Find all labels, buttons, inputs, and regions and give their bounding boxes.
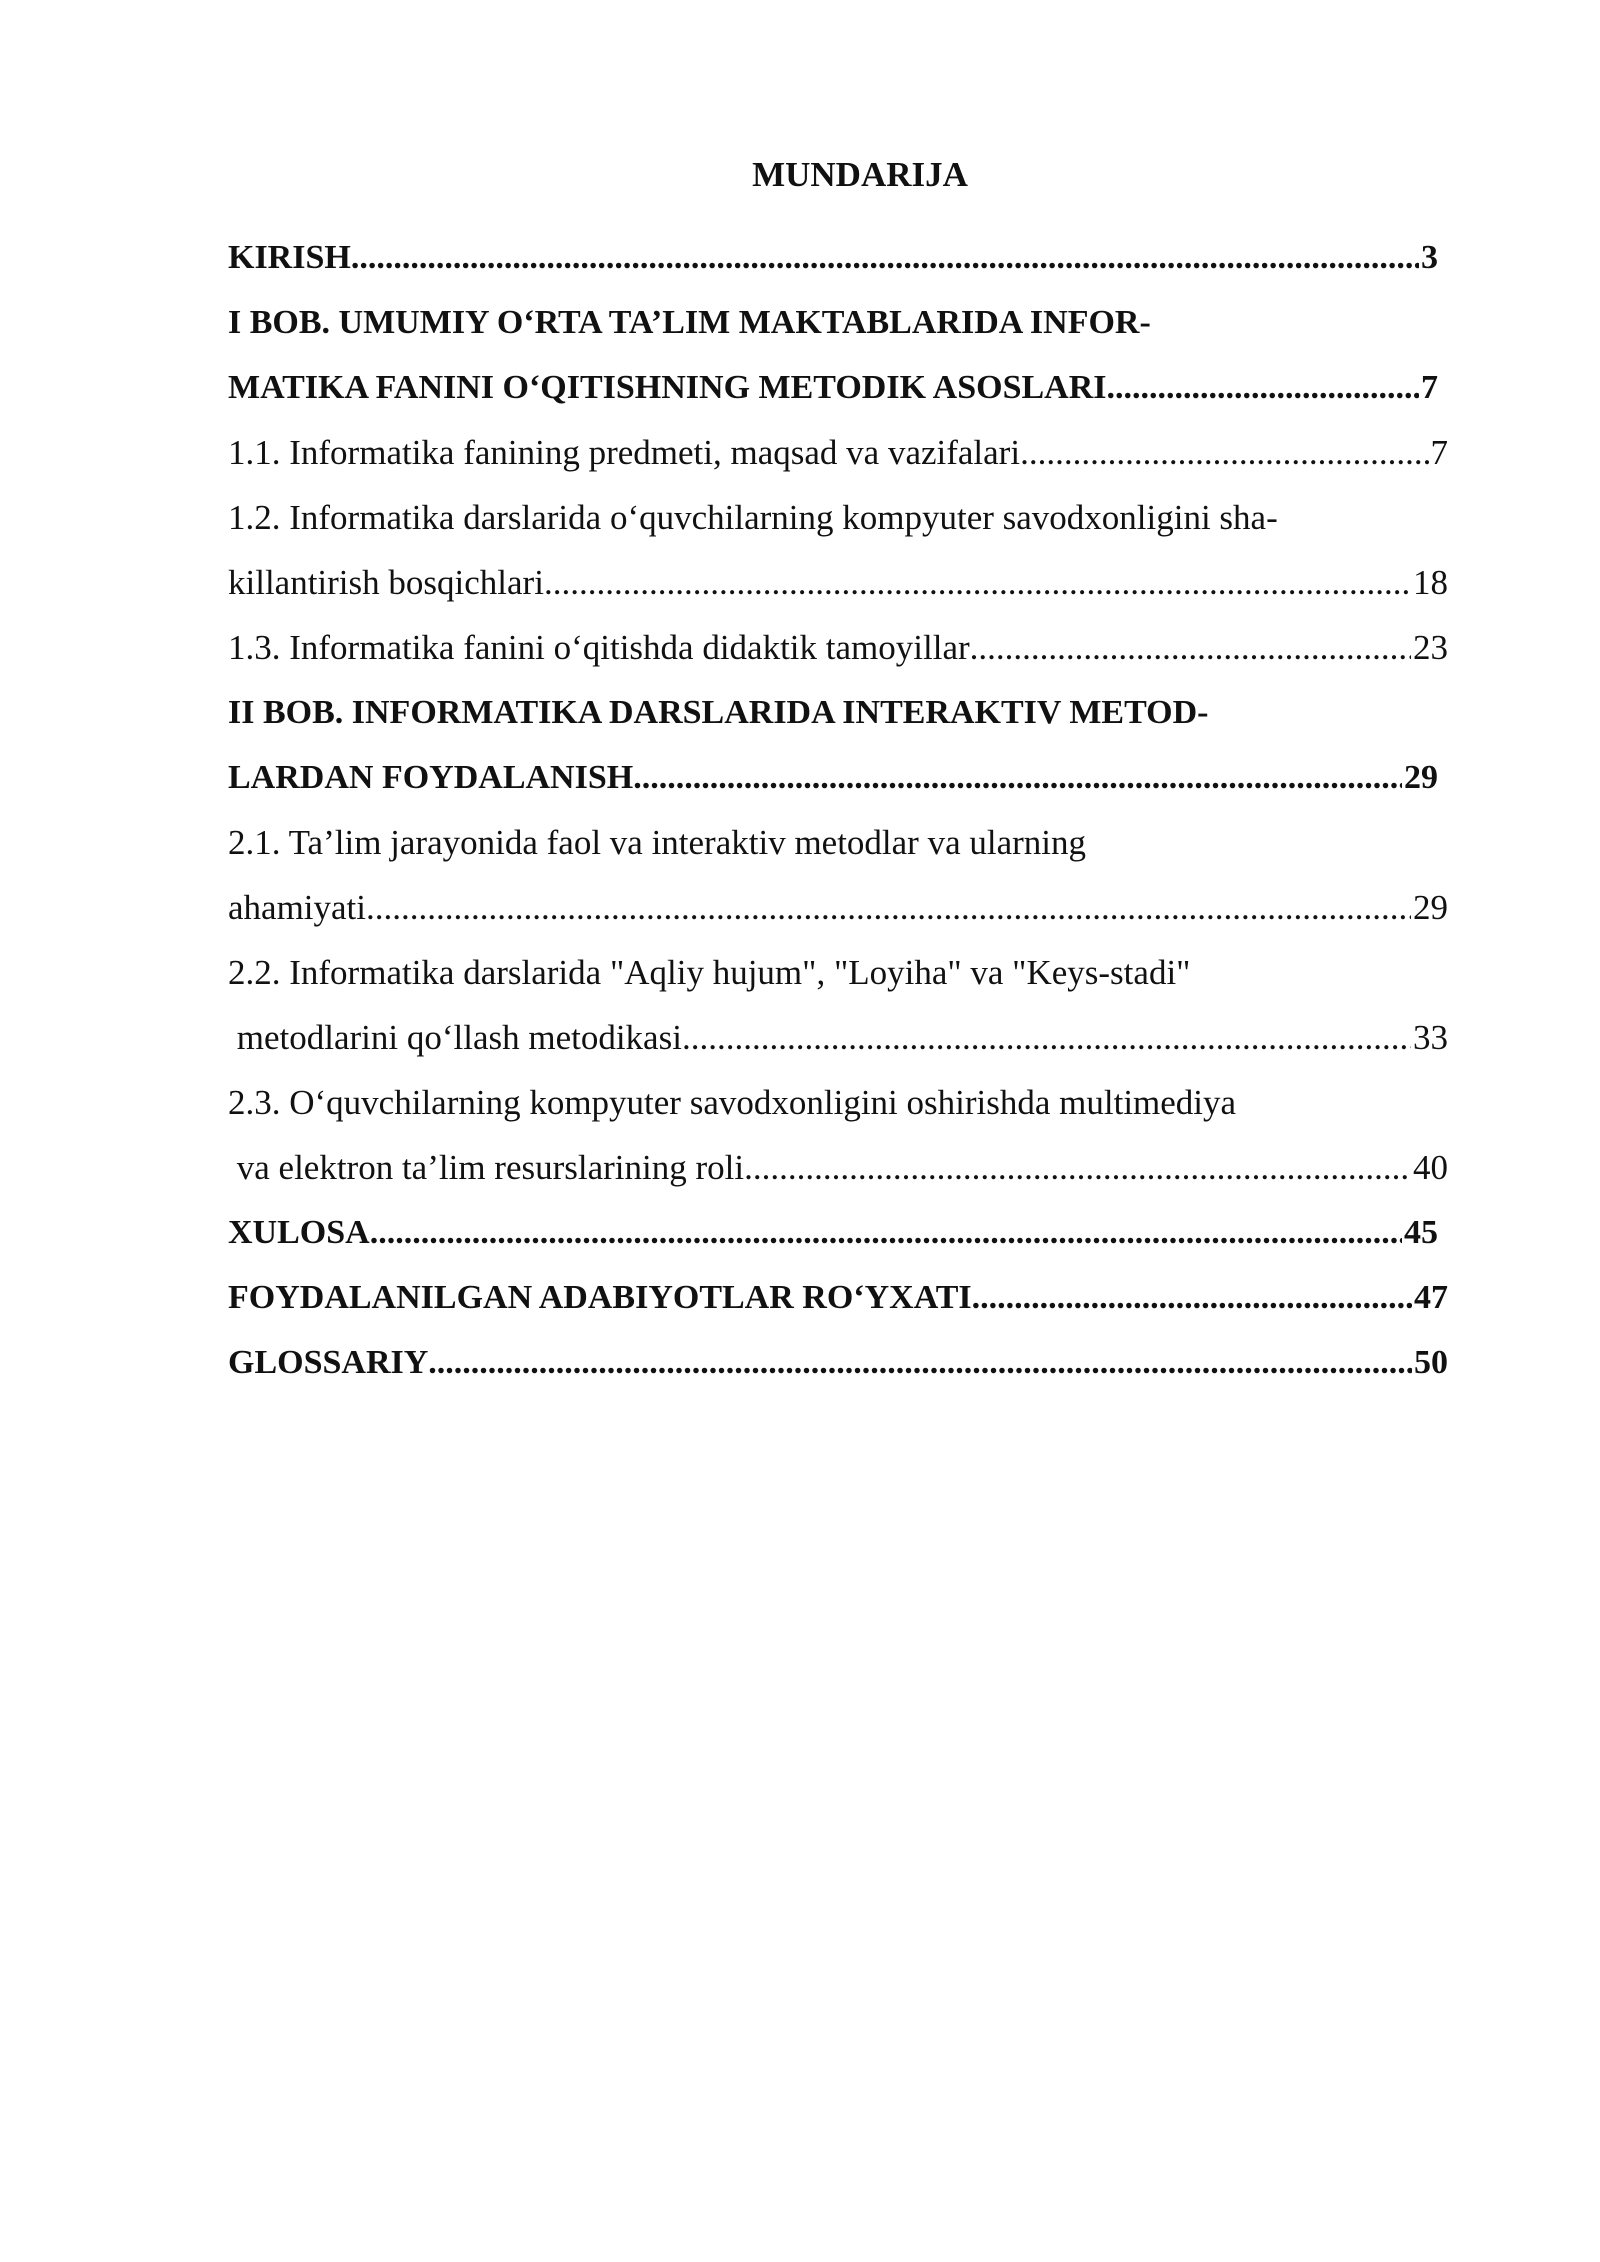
toc-entry-kirish[interactable] [228, 225, 1448, 290]
toc-page-number: 7 [1430, 433, 1448, 472]
toc-entry-2-1[interactable] [228, 810, 1448, 940]
toc-entry-text: 1.1. Informatika fanining predmeti, maqsad va vazifalari [228, 433, 1021, 472]
toc-entry-text: 2.2. Informatika darslarida "Aqliy hujum", "Loyiha" va "Keys-stadi" [228, 953, 1191, 992]
toc-line [228, 420, 1448, 485]
toc-entry-text: I BOB. UMUMIY O‘RTA TA’LIM MAKTABLARIDA INFOR- [228, 304, 1151, 341]
toc-entry-2-3[interactable] [228, 1070, 1448, 1200]
toc-entry-bob2[interactable] [228, 680, 1448, 810]
toc-line [228, 1070, 1448, 1135]
toc-leader [351, 225, 1419, 290]
toc-leader [428, 1330, 1412, 1395]
toc-page-number: 45 [1404, 1214, 1438, 1251]
toc-page-number: 47 [1414, 1279, 1448, 1316]
toc-line [228, 615, 1448, 680]
toc-leader [366, 875, 1411, 940]
toc-entry-text: II BOB. INFORMATIKA DARSLARIDA INTERAKTIV METOD- [228, 694, 1209, 731]
toc-page-number: 40 [1413, 1148, 1448, 1187]
toc-leader [972, 1265, 1412, 1330]
toc-line [228, 1265, 1448, 1330]
toc-entry-text: va elektron ta’lim resurslarining roli [228, 1148, 745, 1187]
toc-leader [1107, 355, 1420, 420]
toc-line [228, 680, 1448, 745]
toc-title: MUNDARIJA [752, 155, 968, 194]
toc-leader [744, 1135, 1411, 1200]
toc-entry-1-3[interactable] [228, 615, 1448, 680]
toc-entry-text: GLOSSARIY [228, 1344, 429, 1381]
toc-page-number: 29 [1404, 759, 1438, 796]
toc-entry-text: KIRISH [228, 239, 351, 276]
toc-leader [682, 1005, 1411, 1070]
toc-entry-text: FOYDALANILGAN ADABIYOTLAR RO‘YXATI [228, 1279, 972, 1316]
toc-entry-text: 2.1. Ta’lim jarayonida faol va interaktiv metodlar va ularning [228, 823, 1087, 862]
toc-page-number: 3 [1421, 239, 1438, 276]
toc-entry-1-2[interactable] [228, 485, 1448, 615]
toc-entry-1-1[interactable] [228, 420, 1448, 485]
toc-entry-text: MATIKA FANINI O‘QITISHNING METODIK ASOSLARI [228, 369, 1107, 406]
toc-page-number: 33 [1413, 1018, 1448, 1057]
toc-line [228, 290, 1448, 355]
toc-line [228, 875, 1448, 940]
toc-leader [970, 615, 1411, 680]
toc-line [228, 225, 1438, 290]
toc-entry-text: 1.2. Informatika darslarida o‘quvchilarning kompyuter savodxonligini sha- [228, 498, 1278, 537]
toc-line [228, 485, 1448, 550]
toc-entry-text: ahamiyati [228, 888, 367, 927]
toc-leader [544, 550, 1411, 615]
toc-line [228, 810, 1448, 875]
toc-entry-text: metodlarini qo‘llash metodikasi [228, 1018, 682, 1057]
toc-leader [633, 745, 1402, 810]
toc-entry-text: 2.3. O‘quvchilarning kompyuter savodxonligini oshirishda multimediya [228, 1083, 1237, 1122]
toc-line [228, 745, 1438, 810]
table-of-contents [228, 225, 1448, 1395]
toc-entry-text: LARDAN FOYDALANISH [228, 759, 634, 796]
toc-entry-adabiyotlar[interactable] [228, 1265, 1448, 1330]
toc-page-number: 50 [1414, 1344, 1448, 1381]
toc-line [228, 940, 1448, 1005]
toc-entry-text: killantirish bosqichlari [228, 563, 544, 602]
toc-page-number: 23 [1413, 628, 1448, 667]
toc-line [228, 1135, 1448, 1200]
toc-entry-2-2[interactable] [228, 940, 1448, 1070]
toc-page-number: 18 [1413, 563, 1448, 602]
toc-entry-xulosa[interactable] [228, 1200, 1448, 1265]
toc-leader [370, 1200, 1402, 1265]
toc-line [228, 1005, 1448, 1070]
toc-line [228, 1330, 1448, 1395]
toc-page-number: 7 [1421, 369, 1438, 406]
toc-entry-bob1[interactable] [228, 290, 1448, 420]
toc-page-number: 29 [1413, 888, 1448, 927]
toc-line [228, 355, 1438, 420]
toc-leader [1020, 420, 1428, 485]
toc-entry-text: XULOSA [228, 1214, 370, 1251]
toc-line [228, 1200, 1438, 1265]
toc-entry-text: 1.3. Informatika fanini o‘qitishda didaktik tamoyillar [228, 628, 970, 667]
toc-line [228, 550, 1448, 615]
toc-entry-glossariy[interactable] [228, 1330, 1448, 1395]
